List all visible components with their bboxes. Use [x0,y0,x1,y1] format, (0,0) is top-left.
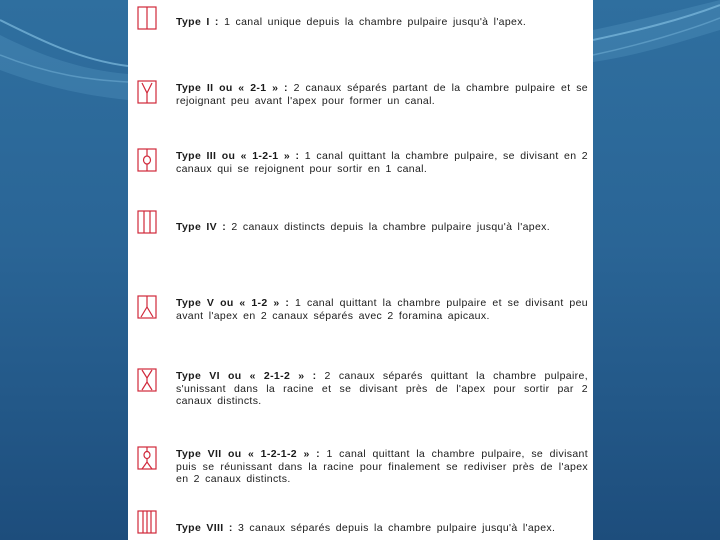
item-description: 1 canal quittant la chambre pulpaire, se divisant en 2 canaux qui se rejoignent pour sortir en 1 canal. [176,150,588,175]
item-description: 1 canal quittant la chambre pulpaire et se divisant peu avant l'apex en 2 canaux séparés avec 2 foramina apicaux. [176,297,588,322]
item-label: Type VII ou « 1-2-1-2 » : [176,448,320,460]
two-one-two-canal-icon [136,368,160,392]
item-text [176,150,588,175]
one-to-two-canal-icon [136,295,160,319]
item-description: 2 canaux distincts depuis la chambre pulpaire jusqu'à l'apex. [231,221,551,233]
item-description: 1 canal quittant la chambre pulpaire, se divisant puis se réunissant dans la racine pour finalement se rediviser près de l'apex en 2 canaux distincts. [176,448,588,485]
item-text [176,297,588,322]
item-text [176,82,588,107]
item-description: 2 canaux séparés quittant la chambre pulpaire, s'unissant dans la racine et se divisant près de l'apex pour sortir par 2 canaux distincts. [176,370,588,407]
item-label: Type VI ou « 2-1-2 » : [176,370,317,382]
item-label: Type I : [176,16,219,28]
item-label: Type V ou « 1-2 » : [176,297,290,309]
item-description: 2 canaux séparés partant de la chambre pulpaire et se rejoignant peu avant l'apex pour former un canal. [176,82,588,107]
item-text [176,370,588,408]
item-description: 1 canal unique depuis la chambre pulpaire jusqu'à l'apex. [224,16,527,28]
two-to-one-canal-icon [136,80,160,104]
item-text [176,16,588,29]
one-two-one-canal-icon [136,148,160,172]
item-text [176,448,588,486]
two-distinct-canals-icon [136,210,160,234]
item-text [176,221,588,234]
single-canal-icon [136,6,160,30]
three-canals-icon [136,510,160,534]
one-two-one-two-canal-icon [136,446,160,470]
item-label: Type VIII : [176,522,233,534]
item-text [176,522,588,535]
item-description: 3 canaux séparés depuis la chambre pulpaire jusqu'à l'apex. [237,522,556,534]
item-label: Type II ou « 2-1 » : [176,82,288,94]
document-page [128,0,593,540]
item-label: Type IV : [176,221,227,233]
item-label: Type III ou « 1-2-1 » : [176,150,300,162]
